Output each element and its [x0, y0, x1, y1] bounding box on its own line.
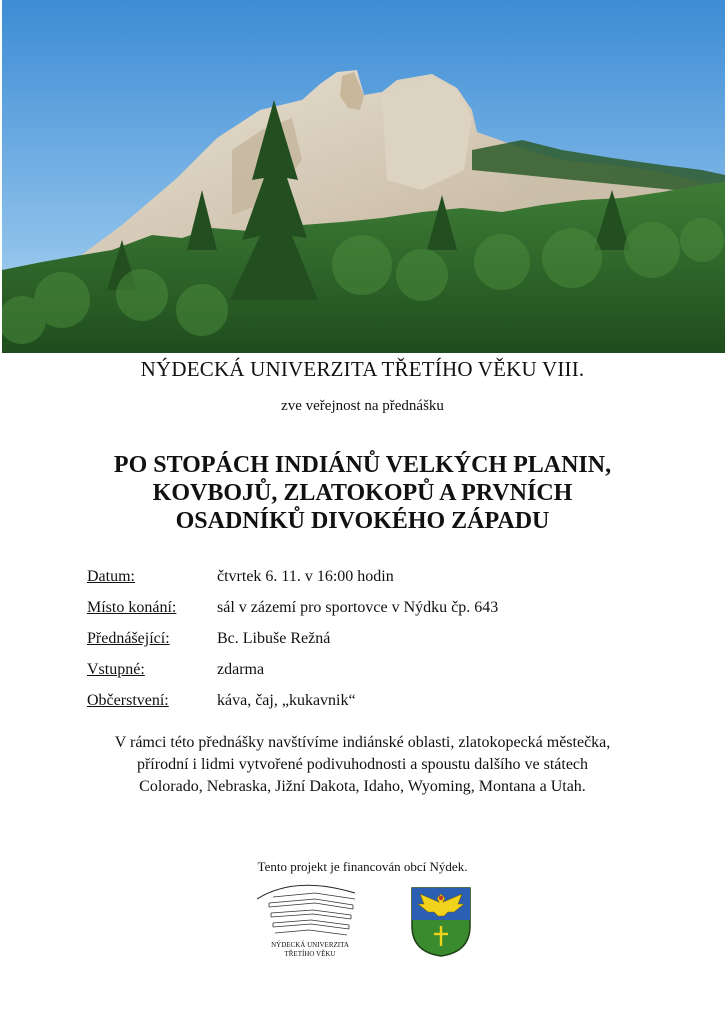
detail-value: Bc. Libuše Režná — [217, 630, 331, 647]
books-logo-icon — [255, 877, 360, 939]
lecture-title-line: PO STOPÁCH INDIÁNŮ VELKÝCH PLANIN, — [113, 452, 612, 478]
university-logo — [255, 877, 360, 967]
municipal-coat-of-arms — [410, 886, 472, 958]
lecture-description — [0, 732, 725, 798]
detail-label: Místo konání: — [87, 599, 177, 616]
funding-note: Tento projekt je financován obcí Nýdek. — [257, 859, 468, 874]
lecture-title-line: KOVBOJŮ, ZLATOKOPŮ A PRVNÍCH — [152, 480, 573, 506]
lecture-title-line: OSADNÍKŮ DIVOKÉHO ZÁPADU — [175, 508, 550, 534]
coat-of-arms-icon — [410, 886, 472, 958]
organization-title: NÝDECKÁ UNIVERZITA TŘETÍHO VĚKU VIII. — [140, 357, 585, 381]
university-logo-line: TŘETÍHO VĚKU — [284, 950, 336, 958]
detail-label: Občerstvení: — [87, 692, 169, 709]
description-line: přírodní i lidmi vytvořené podivuhodnosti a spoustu dalšího ve státech — [136, 756, 589, 773]
description-line: V rámci této přednášky navštívíme indiánské oblasti, zlatokopecká městečka, — [114, 734, 611, 751]
invitation-text: zve veřejnost na přednášku — [281, 398, 444, 414]
university-logo-line: NÝDECKÁ UNIVERZITA — [271, 941, 349, 949]
detail-label: Přednášející: — [87, 630, 170, 647]
detail-value: sál v zázemí pro sportovce v Nýdku čp. 643 — [217, 599, 499, 616]
mountain-carving-photo-icon — [2, 0, 725, 353]
detail-value: káva, čaj, „kukavnik“ — [217, 692, 356, 709]
detail-label: Datum: — [87, 568, 135, 585]
header-photo — [2, 0, 725, 353]
description-line: Colorado, Nebraska, Jižní Dakota, Idaho, Wyoming, Montana a Utah. — [139, 778, 586, 795]
detail-value: zdarma — [217, 661, 265, 678]
lecture-title — [0, 451, 725, 535]
detail-label: Vstupné: — [87, 661, 145, 678]
detail-value: čtvrtek 6. 11. v 16:00 hodin — [217, 568, 394, 585]
